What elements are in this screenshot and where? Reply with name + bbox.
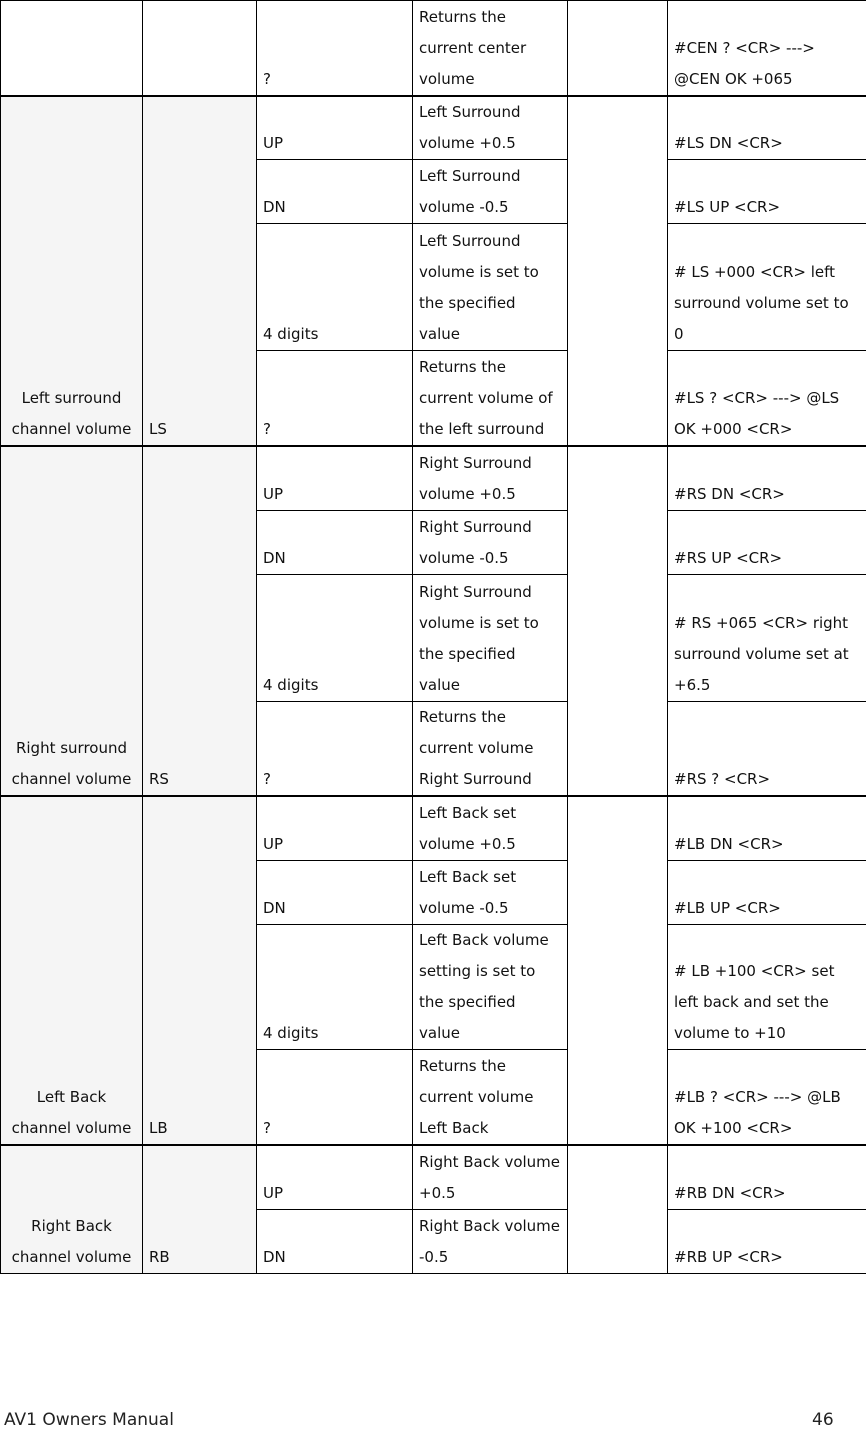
param-cell: DN (257, 1209, 413, 1273)
blank-cell (568, 446, 668, 796)
blank-cell (568, 1, 668, 96)
description-cell: Right Back volume +0.5 (413, 1145, 568, 1209)
table-row (1, 96, 866, 160)
blank-cell (568, 796, 668, 1145)
example-cell: # RS +065 <CR> right surround volume set at +6.5 (668, 574, 866, 701)
description-cell: Left Surround volume +0.5 (413, 96, 568, 160)
param-cell: ? (257, 1049, 413, 1145)
description-cell: Left Back volume setting is set to the specified value (413, 924, 568, 1049)
description-cell: Right Surround volume -0.5 (413, 510, 568, 574)
group-name-cell: Right Back channel volume (1, 1145, 143, 1273)
description-cell: Left Surround volume is set to the specified value (413, 223, 568, 350)
description-cell: Returns the current volume Left Back (413, 1049, 568, 1145)
example-cell: #RB DN <CR> (668, 1145, 866, 1209)
description-cell: Returns the current volume Right Surround (413, 701, 568, 796)
param-cell: ? (257, 1, 413, 96)
param-cell: UP (257, 1145, 413, 1209)
example-cell: #RS ? <CR> (668, 701, 866, 796)
group-code-cell: RS (143, 446, 257, 796)
param-cell: 4 digits (257, 574, 413, 701)
blank-cell (568, 96, 668, 447)
example-cell: #CEN ? <CR> ---> @CEN OK +065 (668, 1, 866, 96)
example-cell: # LS +000 <CR> left surround volume set to 0 (668, 223, 866, 350)
group-code-cell: RB (143, 1145, 257, 1273)
group-name-cell (1, 1, 143, 96)
param-cell: DN (257, 510, 413, 574)
group-name-cell: Left surround channel volume (1, 96, 143, 447)
description-cell: Right Surround volume is set to the specified value (413, 574, 568, 701)
param-cell: ? (257, 701, 413, 796)
footer-page-number: 46 (812, 1410, 834, 1430)
table-row (1, 446, 866, 510)
param-cell: 4 digits (257, 223, 413, 350)
description-cell: Returns the current volume of the left surround (413, 350, 568, 446)
param-cell: UP (257, 796, 413, 860)
table-row (1, 1145, 866, 1209)
table-row (1, 796, 866, 860)
example-cell: #LB DN <CR> (668, 796, 866, 860)
example-cell: #LS UP <CR> (668, 159, 866, 223)
example-cell: #RS DN <CR> (668, 446, 866, 510)
group-name-cell: Right surround channel volume (1, 446, 143, 796)
description-cell: Returns the current center volume (413, 1, 568, 96)
description-cell: Left Surround volume -0.5 (413, 159, 568, 223)
example-cell: # LB +100 <CR> set left back and set the volume to +10 (668, 924, 866, 1049)
description-cell: Right Back volume -0.5 (413, 1209, 568, 1273)
table-row (1, 1, 866, 96)
description-cell: Left Back set volume +0.5 (413, 796, 568, 860)
blank-cell (568, 1145, 668, 1273)
description-cell: Left Back set volume -0.5 (413, 860, 568, 924)
param-cell: ? (257, 350, 413, 446)
example-cell: #LS ? <CR> ---> @LS OK +000 <CR> (668, 350, 866, 446)
param-cell: DN (257, 860, 413, 924)
param-cell: UP (257, 96, 413, 160)
group-code-cell: LS (143, 96, 257, 447)
param-cell: 4 digits (257, 924, 413, 1049)
example-cell: #LB UP <CR> (668, 860, 866, 924)
param-cell: DN (257, 159, 413, 223)
description-cell: Right Surround volume +0.5 (413, 446, 568, 510)
group-name-cell: Left Back channel volume (1, 796, 143, 1145)
group-code-cell (143, 1, 257, 96)
example-cell: #RS UP <CR> (668, 510, 866, 574)
example-cell: #LB ? <CR> ---> @LB OK +100 <CR> (668, 1049, 866, 1145)
example-cell: #RB UP <CR> (668, 1209, 866, 1273)
group-code-cell: LB (143, 796, 257, 1145)
param-cell: UP (257, 446, 413, 510)
footer-manual-title: AV1 Owners Manual (4, 1410, 174, 1430)
example-cell: #LS DN <CR> (668, 96, 866, 160)
